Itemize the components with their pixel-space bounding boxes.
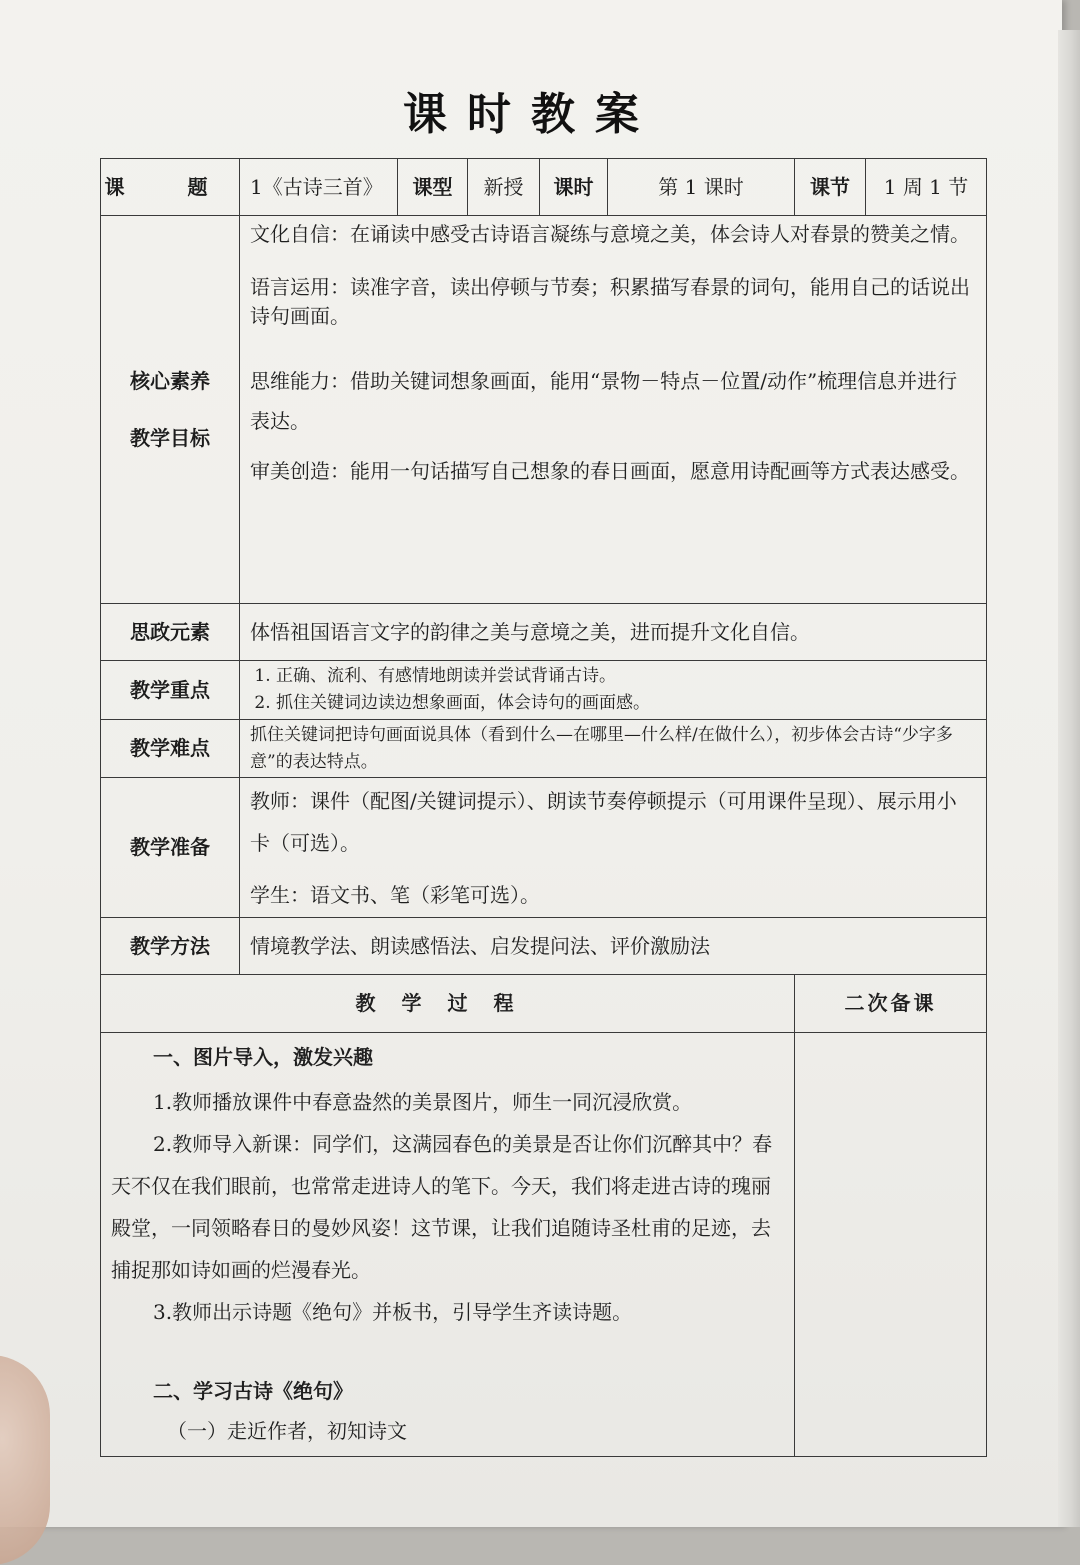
type-value: 新授 [468, 159, 540, 216]
ideology-text: 体悟祖国语言文字的韵律之美与意境之美，进而提升文化自信。 [240, 604, 987, 661]
key-points-label: 教学重点 [101, 661, 240, 720]
core-goals-label-line2: 教学目标 [130, 425, 210, 450]
goal-item: 审美创造：能用一句话描写自己想象的春日画面，愿意用诗配画等方式表达感受。 [250, 459, 970, 483]
thumb-shadow [0, 1355, 50, 1565]
lesson-plan-table [100, 158, 987, 1457]
preparation-content [240, 778, 987, 918]
period-value: 第 1 课时 [608, 159, 795, 216]
ideology-row [101, 604, 987, 661]
preparation-student: 学生：语文书、笔（彩笔可选）。 [250, 882, 540, 907]
process-step: 3.教师出示诗题《绝句》并板书，引导学生齐读诗题。 [153, 1300, 633, 1325]
type-label: 课型 [398, 159, 468, 216]
preparation-label: 教学准备 [101, 778, 240, 918]
page-title: 课时教案 [403, 89, 659, 140]
notes-header: 二次备课 [795, 975, 987, 1033]
section1-heading: 一、图片导入，激发兴趣 [153, 1045, 373, 1070]
goal-item: 语言运用：读准字音，读出停顿与节奏；积累描写春景的词句，能用自己的话说出诗句画面。 [250, 275, 970, 328]
topic-value: 1《古诗三首》 [240, 159, 398, 216]
methods-text: 情境教学法、朗读感悟法、启发提问法、评价激励法 [240, 918, 987, 975]
key-points-content [240, 661, 987, 720]
core-goals-label [101, 216, 240, 604]
methods-row [101, 918, 987, 975]
key-points-row [101, 661, 987, 720]
goal-item: 思维能力：借助关键词想象画面，能用“景物－特点－位置/动作”梳理信息并进行表达。 [250, 369, 958, 433]
process-header: 教学过程 [101, 975, 795, 1033]
process-step: 1.教师播放课件中春意盎然的美景图片，师生一同沉浸欣赏。 [153, 1090, 693, 1115]
section-label: 课节 [795, 159, 866, 216]
period-label: 课时 [540, 159, 608, 216]
paper-stack-edge [1058, 30, 1080, 1527]
process-body-row [101, 1033, 987, 1457]
header-row [101, 159, 987, 216]
methods-label: 教学方法 [101, 918, 240, 975]
goal-item: 文化自信：在诵读中感受古诗语言凝练与意境之美，体会诗人对春景的赞美之情。 [250, 222, 970, 246]
key-point-item: 2. 抓住关键词边读边想象画面，体会诗句的画面感。 [276, 690, 986, 717]
difficulty-text: 抓住关键词把诗句画面说具体（看到什么—在哪里—什么样/在做什么），初步体会古诗“少字多意”的表达特点。 [240, 720, 987, 778]
preparation-row [101, 778, 987, 918]
difficulty-label: 教学难点 [101, 720, 240, 778]
topic-label: 课 题 [101, 159, 240, 216]
preparation-teacher: 教师：课件（配图/关键词提示）、朗读节奏停顿提示（可用课件呈现）、展示用小卡（可选）。 [250, 788, 957, 855]
ideology-label: 思政元素 [101, 604, 240, 661]
section2-subheading: （一）走近作者，初知诗文 [167, 1419, 407, 1444]
core-goals-label-line1: 核心素养 [130, 368, 210, 393]
core-goals-row [101, 216, 987, 604]
core-goals-content [240, 216, 987, 604]
process-header-row [101, 975, 987, 1033]
key-point-item: 1. 正确、流利、有感情地朗读并尝试背诵古诗。 [276, 663, 986, 690]
notes-content [795, 1033, 987, 1457]
section-value: 1 周 1 节 [866, 159, 987, 216]
section-spacer [111, 1333, 784, 1375]
difficulty-row [101, 720, 987, 778]
process-content [101, 1033, 795, 1457]
process-step: 2.教师导入新课：同学们，这满园春色的美景是否让你们沉醉其中？春天不仅在我们眼前，也常常走进诗人的笔下。今天，我们将走进古诗的瑰丽殿堂，一同领略春日的曼妙风姿！这节课，让我们追随诗圣杜甫的足迹，去捕捉那如诗如画的烂漫春光。 [111, 1132, 773, 1283]
section2-heading: 二、学习古诗《绝句》 [153, 1379, 353, 1404]
